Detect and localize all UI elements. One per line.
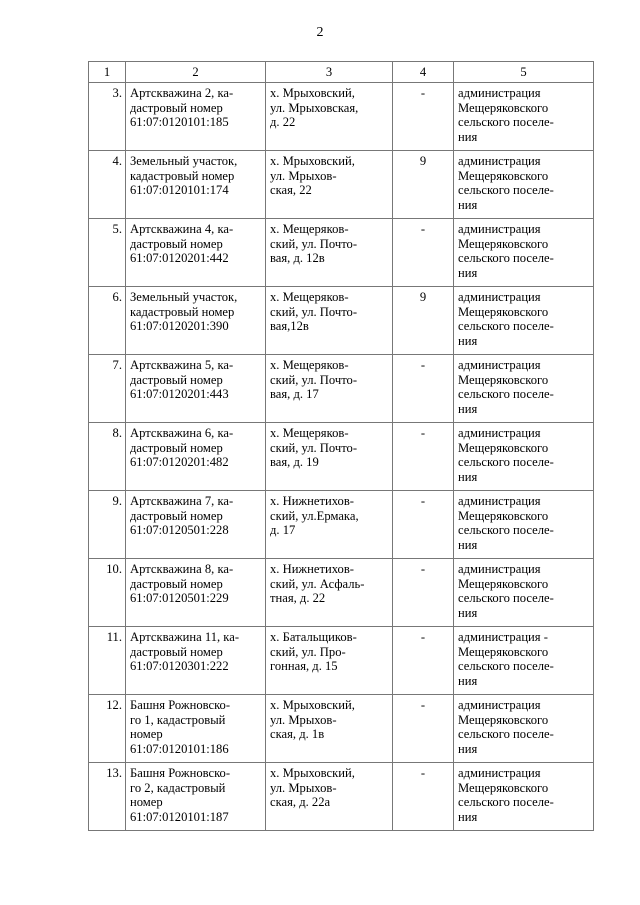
object-name-line: 61:07:0120201:442 [130, 251, 229, 266]
object-name-cell [126, 287, 266, 355]
object-name-line: дастровый номер [130, 440, 223, 455]
object-name-line: Артскважина 6, ка- [130, 426, 234, 440]
header-col-1: 1 [89, 62, 126, 83]
address-line: ул. Мрыхов- [270, 712, 337, 727]
address-line: х. Мещеряков- [270, 222, 349, 236]
owner-line: администрация [458, 290, 541, 304]
row-number: 13. [89, 763, 126, 831]
address-line: тная, д. 22 [270, 591, 326, 606]
address-cell [266, 695, 393, 763]
address-line: ская, д. 22а [270, 795, 331, 810]
owner-line: сельского поселе- [458, 795, 554, 810]
owner-line: Мещеряковского [458, 440, 549, 455]
object-name-line: 61:07:0120301:222 [130, 659, 229, 674]
address-line: х. Мрыховский, [270, 154, 355, 168]
owner-line: ния [458, 741, 478, 756]
owner-line: Мещеряковского [458, 712, 549, 727]
owner-line: ния [458, 333, 478, 348]
object-name-line: дастровый номер [130, 576, 223, 591]
owner-line: сельского поселе- [458, 183, 554, 198]
owner-line: Мещеряковского [458, 508, 549, 523]
address-cell [266, 355, 393, 423]
row-number: 3. [89, 83, 126, 151]
object-name-cell [126, 423, 266, 491]
object-name-line: дастровый номер [130, 644, 223, 659]
address-line: х. Мещеряков- [270, 358, 349, 372]
header-row [89, 62, 594, 83]
owner-line: сельского поселе- [458, 387, 554, 402]
owner-line: сельского поселе- [458, 251, 554, 266]
owner-line: ния [458, 673, 478, 688]
object-name-line: 61:07:0120101:174 [130, 183, 229, 198]
owner-line: администрация [458, 154, 541, 168]
table-row [89, 627, 594, 695]
owner-line: сельского поселе- [458, 455, 554, 470]
address-line: х. Мрыховский, [270, 698, 355, 712]
object-name-line: го 2, кадастровый [130, 780, 226, 795]
address-cell [266, 491, 393, 559]
area-cell: - [393, 491, 454, 559]
row-number: 8. [89, 423, 126, 491]
object-name-cell [126, 559, 266, 627]
owner-line: администрация [458, 86, 541, 100]
owner-line: Мещеряковского [458, 100, 549, 115]
owner-line: Мещеряковского [458, 236, 549, 251]
area-cell: - [393, 355, 454, 423]
table-row [89, 559, 594, 627]
property-table [88, 61, 594, 831]
object-name-line: 61:07:0120501:229 [130, 591, 229, 606]
area-cell: 9 [393, 287, 454, 355]
owner-line: ния [458, 537, 478, 552]
row-number: 7. [89, 355, 126, 423]
owner-cell [454, 559, 594, 627]
owner-line: сельского поселе- [458, 659, 554, 674]
address-cell [266, 423, 393, 491]
owner-line: ния [458, 605, 478, 620]
object-name-line: 61:07:0120201:482 [130, 455, 229, 470]
object-name-line: дастровый номер [130, 372, 223, 387]
address-line: вая, д. 12в [270, 251, 325, 266]
owner-cell [454, 355, 594, 423]
address-cell [266, 287, 393, 355]
address-line: д. 22 [270, 115, 296, 130]
owner-line: Мещеряковского [458, 304, 549, 319]
row-number: 5. [89, 219, 126, 287]
object-name-line: Артскважина 4, ка- [130, 222, 234, 236]
owner-line: ния [458, 197, 478, 212]
owner-line: администрация [458, 494, 541, 508]
table-row [89, 763, 594, 831]
address-line: ский, ул. Почто- [270, 304, 358, 319]
object-name-line: 61:07:0120201:443 [130, 387, 229, 402]
address-line: ский, ул. Про- [270, 644, 346, 659]
owner-line: сельского поселе- [458, 319, 554, 334]
address-line: вая, д. 17 [270, 387, 319, 402]
object-name-cell [126, 695, 266, 763]
object-name-line: Артскважина 7, ка- [130, 494, 234, 508]
row-number: 9. [89, 491, 126, 559]
owner-line: Мещеряковского [458, 780, 549, 795]
owner-cell [454, 83, 594, 151]
object-name-line: 61:07:0120101:187 [130, 809, 229, 824]
address-line: х. Нижнетихов- [270, 562, 354, 576]
address-line: ская, 22 [270, 183, 312, 198]
address-line: ул. Мрыховская, [270, 100, 359, 115]
header-col-2: 2 [126, 62, 266, 83]
row-number: 4. [89, 151, 126, 219]
object-name-cell [126, 491, 266, 559]
object-name-line: 61:07:0120201:390 [130, 319, 229, 334]
object-name-line: 61:07:0120101:186 [130, 741, 229, 756]
owner-line: Мещеряковского [458, 644, 549, 659]
address-line: вая,12в [270, 319, 309, 334]
object-name-line: 61:07:0120501:228 [130, 523, 229, 538]
page-number: 2 [316, 25, 324, 40]
address-line: х. Батальщиков- [270, 630, 357, 644]
header-col-5: 5 [454, 62, 594, 83]
owner-cell [454, 695, 594, 763]
address-line: ский, ул.Ермака, [270, 508, 359, 523]
header-col-4: 4 [393, 62, 454, 83]
row-number: 10. [89, 559, 126, 627]
area-cell: - [393, 695, 454, 763]
object-name-line: дастровый номер [130, 100, 223, 115]
object-name-line: 61:07:0120101:185 [130, 115, 229, 130]
address-line: ский, ул. Почто- [270, 236, 358, 251]
address-line: х. Нижнетихов- [270, 494, 354, 508]
owner-line: ния [458, 469, 478, 484]
owner-cell [454, 763, 594, 831]
object-name-line: Артскважина 2, ка- [130, 86, 234, 100]
object-name-cell [126, 627, 266, 695]
table-row [89, 287, 594, 355]
area-cell: - [393, 559, 454, 627]
row-number: 11. [89, 627, 126, 695]
owner-line: ния [458, 809, 478, 824]
owner-cell [454, 219, 594, 287]
object-name-cell [126, 151, 266, 219]
owner-line: сельского поселе- [458, 115, 554, 130]
object-name-line: Артскважина 8, ка- [130, 562, 234, 576]
address-line: д. 17 [270, 523, 296, 538]
address-cell [266, 763, 393, 831]
object-name-line: номер [130, 727, 163, 742]
object-name-line: Артскважина 5, ка- [130, 358, 234, 372]
owner-line: администрация [458, 222, 541, 236]
area-cell: 9 [393, 151, 454, 219]
address-line: ская, д. 1в [270, 727, 325, 742]
address-cell [266, 627, 393, 695]
table-row [89, 491, 594, 559]
owner-line: ния [458, 129, 478, 144]
owner-cell [454, 491, 594, 559]
object-name-cell [126, 763, 266, 831]
table-row [89, 355, 594, 423]
owner-line: ния [458, 265, 478, 280]
object-name-line: Артскважина 11, ка- [130, 630, 240, 644]
object-name-line: номер [130, 795, 163, 810]
address-line: х. Мещеряков- [270, 290, 349, 304]
address-cell [266, 559, 393, 627]
object-name-line: го 1, кадастровый [130, 712, 226, 727]
area-cell: - [393, 83, 454, 151]
address-line: х. Мещеряков- [270, 426, 349, 440]
address-line: ул. Мрыхов- [270, 780, 337, 795]
owner-line: ния [458, 401, 478, 416]
owner-cell [454, 627, 594, 695]
owner-line: Мещеряковского [458, 372, 549, 387]
object-name-line: Башня Рожновско- [130, 766, 231, 780]
address-line: х. Мрыховский, [270, 86, 355, 100]
object-name-cell [126, 83, 266, 151]
owner-line: Мещеряковского [458, 168, 549, 183]
owner-cell [454, 287, 594, 355]
owner-line: сельского поселе- [458, 727, 554, 742]
owner-line: администрация [458, 426, 541, 440]
object-name-line: кадастровый номер [130, 168, 235, 183]
row-number: 12. [89, 695, 126, 763]
owner-line: администрация [458, 698, 541, 712]
address-line: ский, ул. Асфаль- [270, 576, 365, 591]
object-name-line: Земельный участок, [130, 290, 238, 304]
object-name-line: Земельный участок, [130, 154, 238, 168]
owner-line: администрация [458, 358, 541, 372]
object-name-line: кадастровый номер [130, 304, 235, 319]
owner-line: администрация [458, 562, 541, 576]
owner-line: администрация - [458, 630, 548, 644]
owner-line: администрация [458, 766, 541, 780]
table-body [89, 83, 594, 831]
object-name-cell [126, 219, 266, 287]
address-line: вая, д. 19 [270, 455, 319, 470]
owner-line: Мещеряковского [458, 576, 549, 591]
area-cell: - [393, 423, 454, 491]
address-line: ский, ул. Почто- [270, 440, 358, 455]
table-row [89, 695, 594, 763]
address-line: х. Мрыховский, [270, 766, 355, 780]
address-cell [266, 151, 393, 219]
object-name-line: Башня Рожновско- [130, 698, 231, 712]
owner-line: сельского поселе- [458, 591, 554, 606]
address-line: ский, ул. Почто- [270, 372, 358, 387]
object-name-line: дастровый номер [130, 508, 223, 523]
owner-cell [454, 423, 594, 491]
object-name-cell [126, 355, 266, 423]
header-col-3: 3 [266, 62, 393, 83]
table-row [89, 219, 594, 287]
area-cell: - [393, 627, 454, 695]
address-cell [266, 219, 393, 287]
address-line: ул. Мрыхов- [270, 168, 337, 183]
object-name-line: дастровый номер [130, 236, 223, 251]
table-row [89, 83, 594, 151]
table-header [89, 62, 594, 83]
table-row [89, 423, 594, 491]
address-cell [266, 83, 393, 151]
table-row [89, 151, 594, 219]
address-line: гонная, д. 15 [270, 659, 338, 674]
area-cell: - [393, 763, 454, 831]
area-cell: - [393, 219, 454, 287]
owner-cell [454, 151, 594, 219]
row-number: 6. [89, 287, 126, 355]
owner-line: сельского поселе- [458, 523, 554, 538]
